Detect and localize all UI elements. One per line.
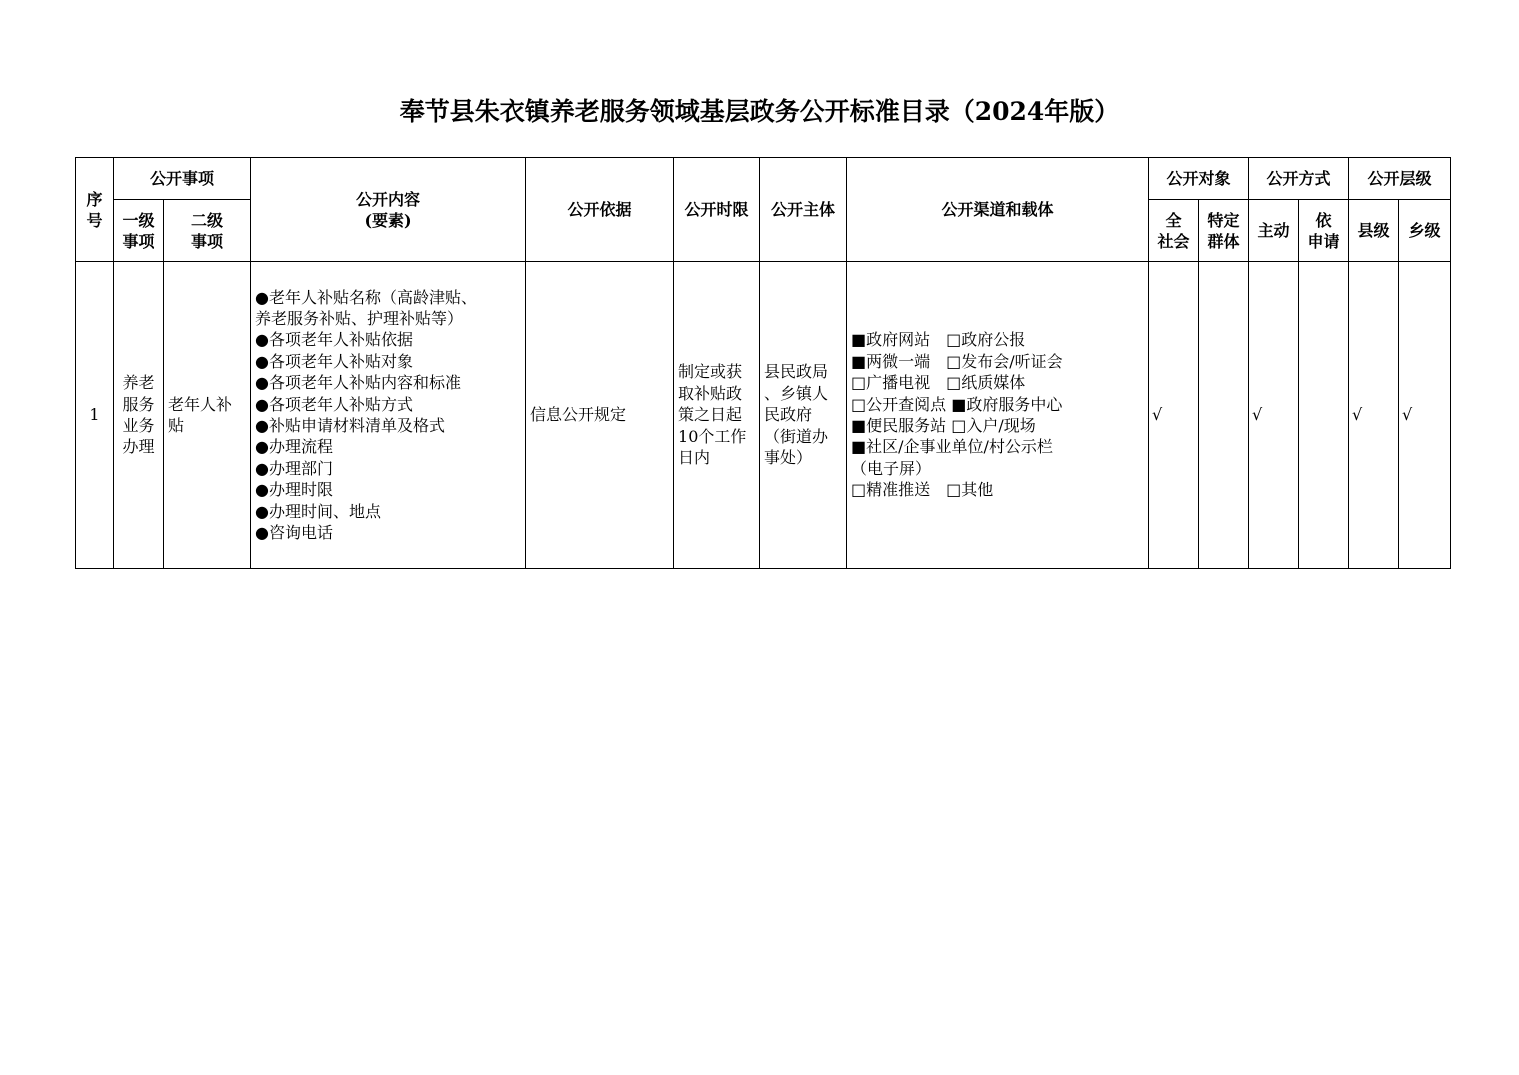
content-line: ●办理时间、地点 <box>255 501 381 521</box>
header-method-apply: 依 申请 <box>1299 200 1349 262</box>
content-line: ●老年人补贴名称（高龄津贴、 <box>255 287 477 307</box>
header-target-specific: 特定 群体 <box>1199 200 1249 262</box>
channel-line: □广播电视 □纸质媒体 <box>851 373 1026 393</box>
cell-seq: 1 <box>76 262 114 569</box>
content-line: ●各项老年人补贴内容和标准 <box>255 373 461 393</box>
channel-line: ■两微一端 □发布会/听证会 <box>851 351 1063 371</box>
table-row <box>76 262 1451 569</box>
header-level-county: 县级 <box>1349 200 1399 262</box>
channel-line: ■政府网站 □政府公报 <box>851 330 1026 350</box>
cell-target-specific-check <box>1199 262 1249 569</box>
channel-line: ■社区/企事业单位/村公示栏 <box>851 437 1053 457</box>
header-channel: 公开渠道和载体 <box>847 158 1149 262</box>
header-level2: 二级 事项 <box>164 200 251 262</box>
channel-line: □公开查阅点 ■政府服务中心 <box>851 394 1063 414</box>
content-line: ●各项老年人补贴方式 <box>255 394 413 414</box>
header-seq: 序 号 <box>76 158 114 262</box>
channel-line: □精准推送 □其他 <box>851 480 994 500</box>
header-level-group: 公开层级 <box>1349 158 1451 200</box>
cell-level1: 养老 服务 业务 办理 <box>114 262 164 569</box>
header-method-active: 主动 <box>1249 200 1299 262</box>
content-line: ●办理流程 <box>255 437 333 457</box>
cell-method-active-check: √ <box>1249 262 1299 569</box>
header-item-group: 公开事项 <box>114 158 251 200</box>
cell-subject: 县民政局 、乡镇人 民政府 （街道办 事处） <box>760 262 847 569</box>
content-line: ●办理部门 <box>255 458 333 478</box>
cell-time-limit: 制定或获 取补贴政 策之日起 10个工作 日内 <box>674 262 760 569</box>
header-method-group: 公开方式 <box>1249 158 1349 200</box>
channel-line: （电子屏） <box>851 458 932 478</box>
header-level1: 一级 事项 <box>114 200 164 262</box>
cell-basis: 信息公开规定 <box>526 262 674 569</box>
cell-level2: 老年人补 贴 <box>164 262 251 569</box>
header-row-top <box>76 158 1451 200</box>
cell-level-township-check: √ <box>1399 262 1451 569</box>
document-title: 奉节县朱衣镇养老服务领域基层政务公开标准目录（2024年版） <box>399 97 1120 126</box>
header-level-township: 乡级 <box>1399 200 1451 262</box>
cell-method-apply-check <box>1299 262 1349 569</box>
channel-line: ■便民服务站 □入户/现场 <box>851 416 1036 435</box>
content-line: ●办理时限 <box>255 480 333 500</box>
header-time-limit: 公开时限 <box>674 158 760 262</box>
content-line: ●各项老年人补贴对象 <box>255 351 413 371</box>
header-target-group: 公开对象 <box>1149 158 1249 200</box>
header-basis: 公开依据 <box>526 158 674 262</box>
content-line: ●各项老年人补贴依据 <box>255 330 413 350</box>
cell-channel <box>847 262 1149 569</box>
cell-target-all-check: √ <box>1149 262 1199 569</box>
header-subject: 公开主体 <box>760 158 847 262</box>
disclosure-catalog-table <box>75 157 1451 569</box>
cell-level-county-check: √ <box>1349 262 1399 569</box>
header-content: 公开内容 (要素) <box>251 158 526 262</box>
content-line: ●补贴申请材料清单及格式 <box>255 416 445 435</box>
header-target-all: 全 社会 <box>1149 200 1199 262</box>
content-line: 养老服务补贴、护理补贴等） <box>255 308 464 328</box>
cell-content <box>251 262 526 569</box>
content-line: ●咨询电话 <box>255 523 333 543</box>
